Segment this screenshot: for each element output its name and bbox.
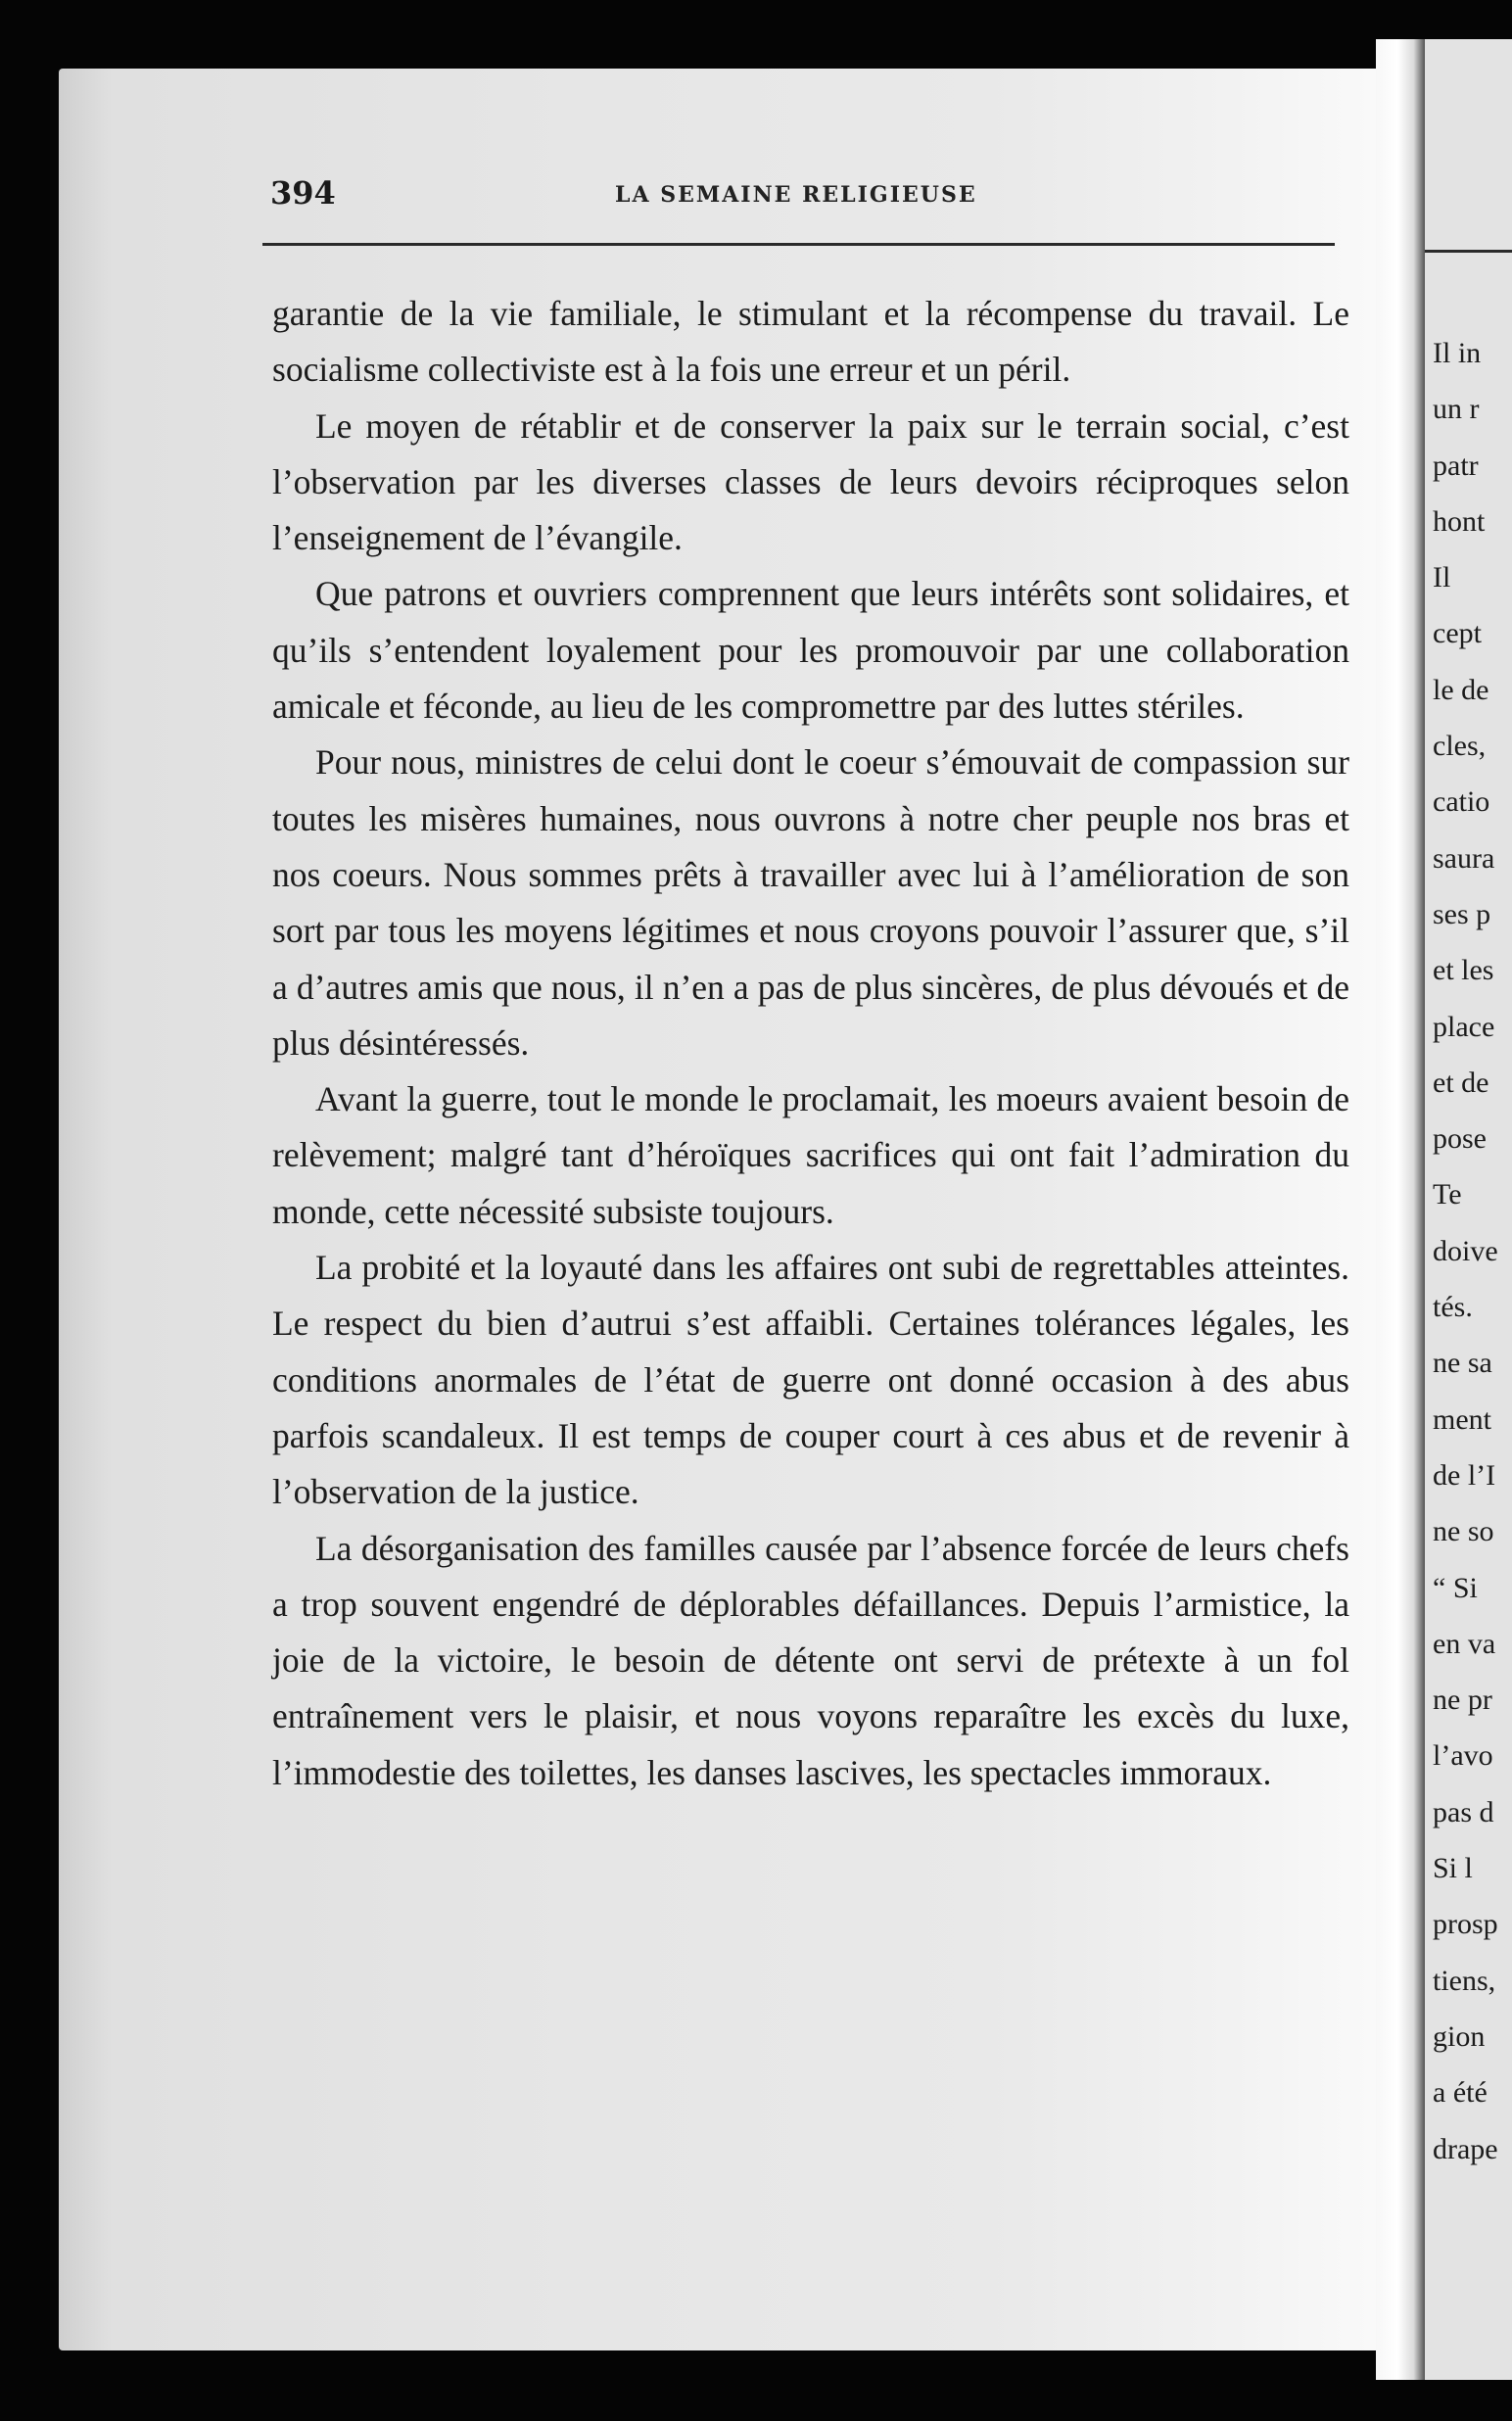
facing-page-line: ne sa [1433, 1347, 1492, 1380]
book-page-right [1425, 39, 1512, 2380]
facing-page-line: hont [1433, 504, 1486, 538]
facing-page-line: ses p [1433, 897, 1491, 930]
facing-page-line: et les [1433, 954, 1494, 987]
paragraph: garantie de la vie familiale, le stimulant et la récompense du travail. Le socialisme collectiviste est à la fois une erreur et un péril. [272, 294, 1349, 390]
facing-page-rule [1425, 250, 1512, 253]
paragraph: La désorganisation des familles causée par l’absence forcée de leurs chefs a trop souvent engendré de déplorables défaillances. Depuis l’armistice, la joie de la victoire, le besoin de détente ont servi de prétexte à un fol entraînement vers le plaisir, et nous voyons reparaître les excès du luxe, l’immodestie des toilettes, les danses lascives, les spectacles immoraux. [272, 1528, 1349, 1792]
book-gutter [1376, 39, 1430, 2380]
facing-page-line: saura [1433, 841, 1495, 875]
facing-page-line: tés. [1433, 1291, 1473, 1324]
facing-page-line: a été [1433, 2076, 1488, 2110]
running-title: LA SEMAINE RELIGIEUSE [615, 182, 977, 208]
facing-page-text [1433, 325, 1512, 2177]
page-body [272, 286, 1349, 1801]
facing-page-line: pose [1433, 1122, 1487, 1156]
paragraph: Le moyen de rétablir et de conserver la paix sur le terrain social, c’est l’observation par les diverses classes de leurs devoirs réciproques selon l’enseignement de l’évangile. [272, 405, 1349, 558]
facing-page-line: cles, [1433, 730, 1487, 763]
facing-page-line: catio [1433, 785, 1490, 819]
facing-page-line: Si l [1433, 1852, 1473, 1885]
facing-page-line: Il [1433, 561, 1451, 594]
facing-page-line: place [1433, 1010, 1495, 1043]
facing-page-line: Te [1433, 1178, 1462, 1211]
facing-page-line: un r [1433, 393, 1480, 426]
paragraph: La probité et la loyauté dans les affaires ont subi de regrettables atteintes. Le respect du bien d’autrui s’est affaibli. Certaines tolérances légales, les conditions anormales de l’état de guerre ont donné occasion à des abus parfois scandaleux. Il est temps de couper court à ces abus et de revenir à l’observation de la justice. [272, 1248, 1349, 1512]
facing-page-line: pas d [1433, 1795, 1494, 1828]
facing-page-line: gion [1433, 2019, 1486, 2053]
facing-page-line: le de [1433, 673, 1489, 706]
paragraph: Pour nous, ministres de celui dont le coeur s’émouvait de compassion sur toutes les misères humaines, nous ouvrons à notre cher peuple nos bras et nos coeurs. Nous sommes prêts à travailler avec lui à l’amélioration de son sort par tous les moyens légitimes et nous croyons pouvoir l’assurer que, s’il a d’autres amis que nous, il n’en a pas de plus sincères, de plus dévoués et de plus désintéressés. [272, 742, 1349, 1063]
facing-page-line: “ Si [1433, 1571, 1478, 1604]
page-number: 394 [270, 174, 336, 212]
facing-page-line: tiens, [1433, 1964, 1496, 1997]
facing-page-line: et de [1433, 1066, 1489, 1099]
running-header [213, 174, 1340, 233]
facing-page-line: de l’I [1433, 1458, 1496, 1492]
header-rule [262, 243, 1335, 246]
facing-page-line: cept [1433, 617, 1482, 650]
facing-page-line: ment [1433, 1402, 1491, 1436]
facing-page-line: Il in [1433, 337, 1482, 369]
facing-page-line: drape [1433, 2132, 1498, 2165]
paragraph: Avant la guerre, tout le monde le proclamait, les moeurs avaient besoin de relèvement; malgré tant d’héroïques sacrifices qui ont fait l’admiration du monde, cette nécessité subsiste toujours. [272, 1079, 1349, 1231]
paragraph: Que patrons et ouvriers comprennent que leurs intérêts sont solidaires, et qu’ils s’entendent loyalement pour les promouvoir par une collaboration amicale et féconde, au lieu de les compromettre par des luttes stériles. [272, 574, 1349, 727]
facing-page-line: ne so [1433, 1515, 1494, 1548]
facing-page-line: en va [1433, 1627, 1496, 1660]
facing-page-line: l’avo [1433, 1739, 1493, 1773]
facing-page-line: ne pr [1433, 1684, 1492, 1717]
facing-page-line: doive [1433, 1234, 1498, 1267]
facing-page-line: prosp [1433, 1908, 1498, 1941]
facing-page-line: patr [1433, 449, 1479, 482]
